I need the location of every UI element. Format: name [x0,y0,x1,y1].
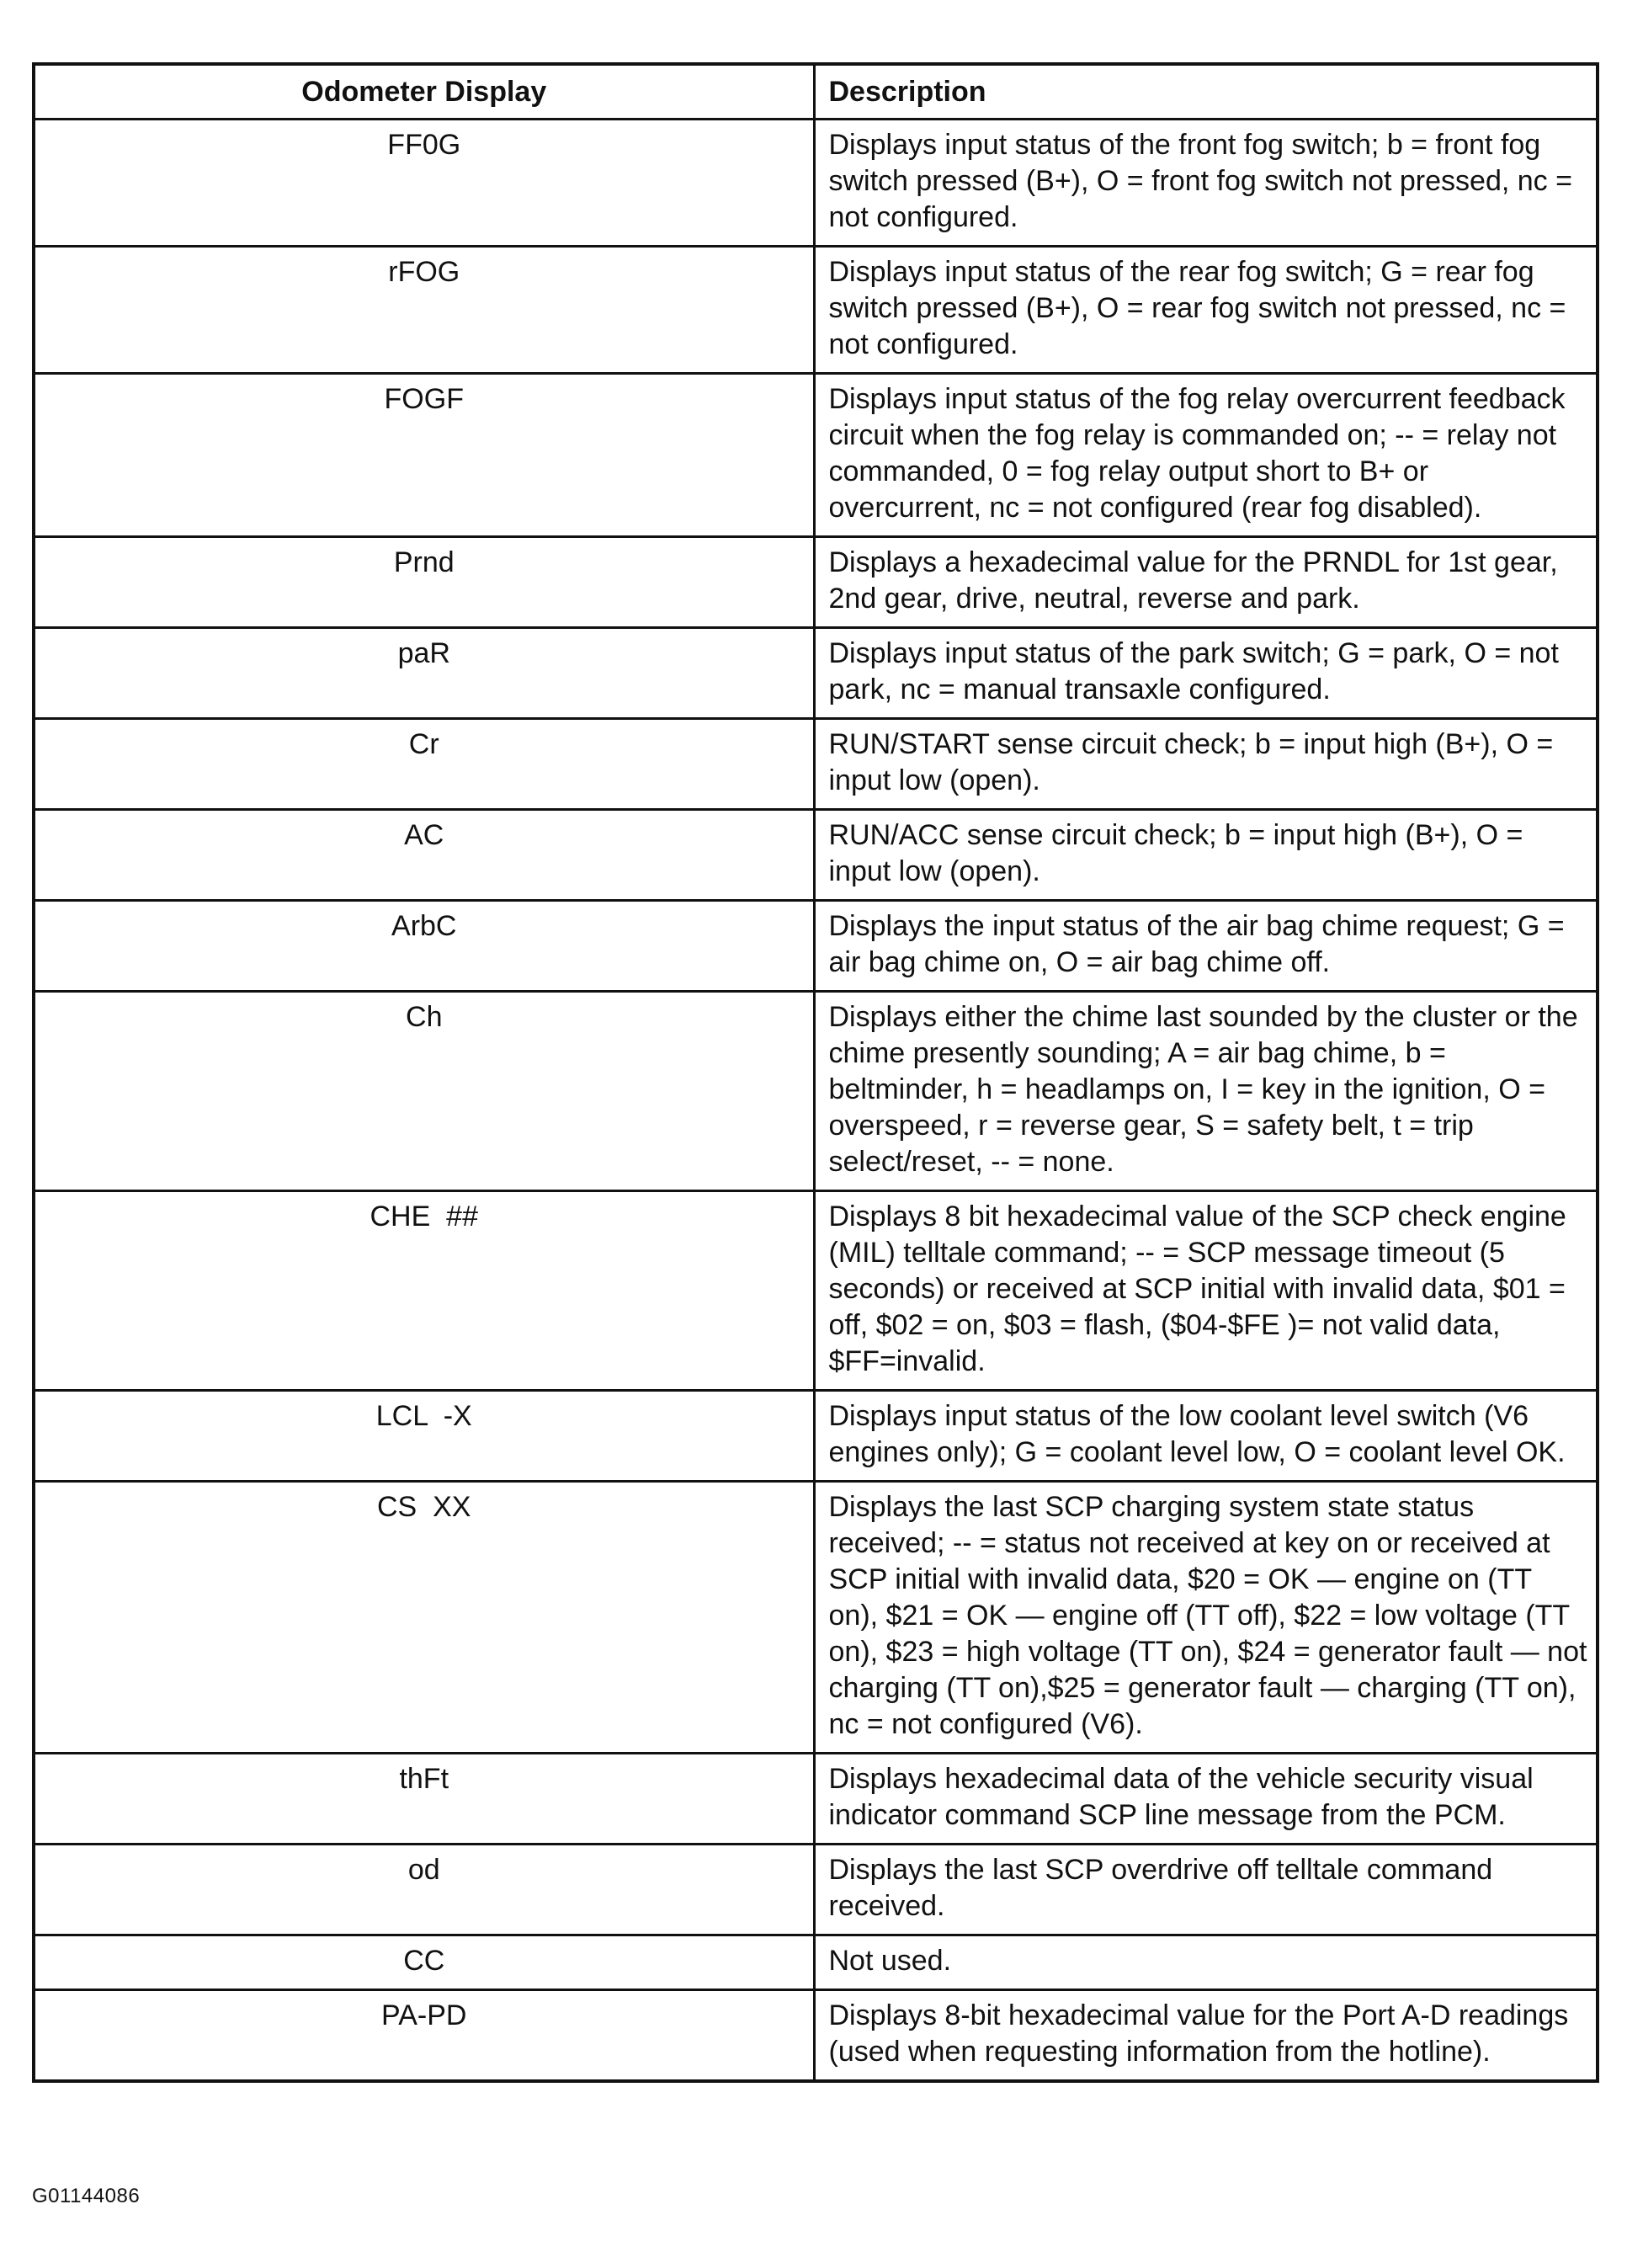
figure-id-caption: G01144086 [32,2185,141,2207]
description-cell: RUN/START sense circuit check; b = input high (B+), O = input low (open). [814,719,1598,810]
description-cell: Displays either the chime last sounded by the cluster or the chime presently sounding; A = air bag chime, b = beltminder, h = headlamps on, I = key in the ignition, O = overspeed, r = reverse gear, S = safety belt, t = trip select/reset, -- = none. [814,992,1598,1191]
table-row [34,992,1598,1191]
odometer-code-cell: Cr [34,719,814,810]
odometer-code-cell: FOGF [34,374,814,537]
table-row [34,1482,1598,1754]
description-cell: Displays a hexadecimal value for the PRNDL for 1st gear, 2nd gear, drive, neutral, reverse and park. [814,537,1598,628]
odometer-code-cell: Ch [34,992,814,1191]
table-row [34,628,1598,719]
table-row [34,901,1598,992]
column-header-description: Description [814,64,1598,120]
table-row [34,1935,1598,1990]
table-row [34,247,1598,374]
table-header-row [34,64,1598,120]
odometer-code-cell: Prnd [34,537,814,628]
odometer-code-cell: rFOG [34,247,814,374]
odometer-code-cell: od [34,1845,814,1935]
odometer-code-cell: PA-PD [34,1990,814,2082]
table-row [34,374,1598,537]
odometer-code-cell: CS XX [34,1482,814,1754]
table-row [34,537,1598,628]
odometer-code-cell: FF0G [34,120,814,247]
description-cell: Displays input status of the front fog switch; b = front fog switch pressed (B+), O = front fog switch not pressed, nc = not configured. [814,120,1598,247]
description-cell: Displays the last SCP overdrive off telltale command received. [814,1845,1598,1935]
odometer-code-cell: ArbC [34,901,814,992]
description-cell: Displays input status of the fog relay overcurrent feedback circuit when the fog relay is commanded on; -- = relay not commanded, 0 = fog relay output short to B+ or overcurrent, nc = not configured (rear fog disabled). [814,374,1598,537]
odometer-code-cell: AC [34,810,814,901]
description-cell: Displays the input status of the air bag chime request; G = air bag chime on, O = air bag chime off. [814,901,1598,992]
table-row [34,1391,1598,1482]
description-cell: Displays input status of the park switch; G = park, O = not park, nc = manual transaxle configured. [814,628,1598,719]
odometer-code-cell: CHE ## [34,1191,814,1391]
description-cell: Displays 8 bit hexadecimal value of the SCP check engine (MIL) telltale command; -- = SCP message timeout (5 seconds) or received at SCP initial with invalid data, $01 = off, $02 = on, $03 = flash, ($04-$FE )= not valid data, $FF=invalid. [814,1191,1598,1391]
table-row [34,810,1598,901]
odometer-code-cell: LCL -X [34,1391,814,1482]
table-row [34,1754,1598,1845]
odometer-code-cell: paR [34,628,814,719]
description-cell: Displays hexadecimal data of the vehicle security visual indicator command SCP line message from the PCM. [814,1754,1598,1845]
description-cell: RUN/ACC sense circuit check; b = input high (B+), O = input low (open). [814,810,1598,901]
description-cell: Displays the last SCP charging system state status received; -- = status not received at key on or received at SCP initial with invalid data, $20 = OK — engine on (TT on), $21 = OK — engine off (TT off), $22 = low voltage (TT on), $23 = high voltage (TT on), $24 = generator fault — not charging (TT on),$25 = generator fault — charging (TT on), nc = not configured (V6). [814,1482,1598,1754]
odometer-code-cell: thFt [34,1754,814,1845]
odometer-code-cell: CC [34,1935,814,1990]
odometer-display-table [32,62,1599,2083]
table-row [34,1845,1598,1935]
description-cell: Not used. [814,1935,1598,1990]
description-cell: Displays input status of the rear fog switch; G = rear fog switch pressed (B+), O = rear fog switch not pressed, nc = not configured. [814,247,1598,374]
table-row [34,1191,1598,1391]
description-cell: Displays 8-bit hexadecimal value for the Port A-D readings (used when requesting information from the hotline). [814,1990,1598,2082]
column-header-odometer-display: Odometer Display [34,64,814,120]
table-row [34,1990,1598,2082]
table-row [34,719,1598,810]
table-row [34,120,1598,247]
description-cell: Displays input status of the low coolant level switch (V6 engines only); G = coolant level low, O = coolant level OK. [814,1391,1598,1482]
